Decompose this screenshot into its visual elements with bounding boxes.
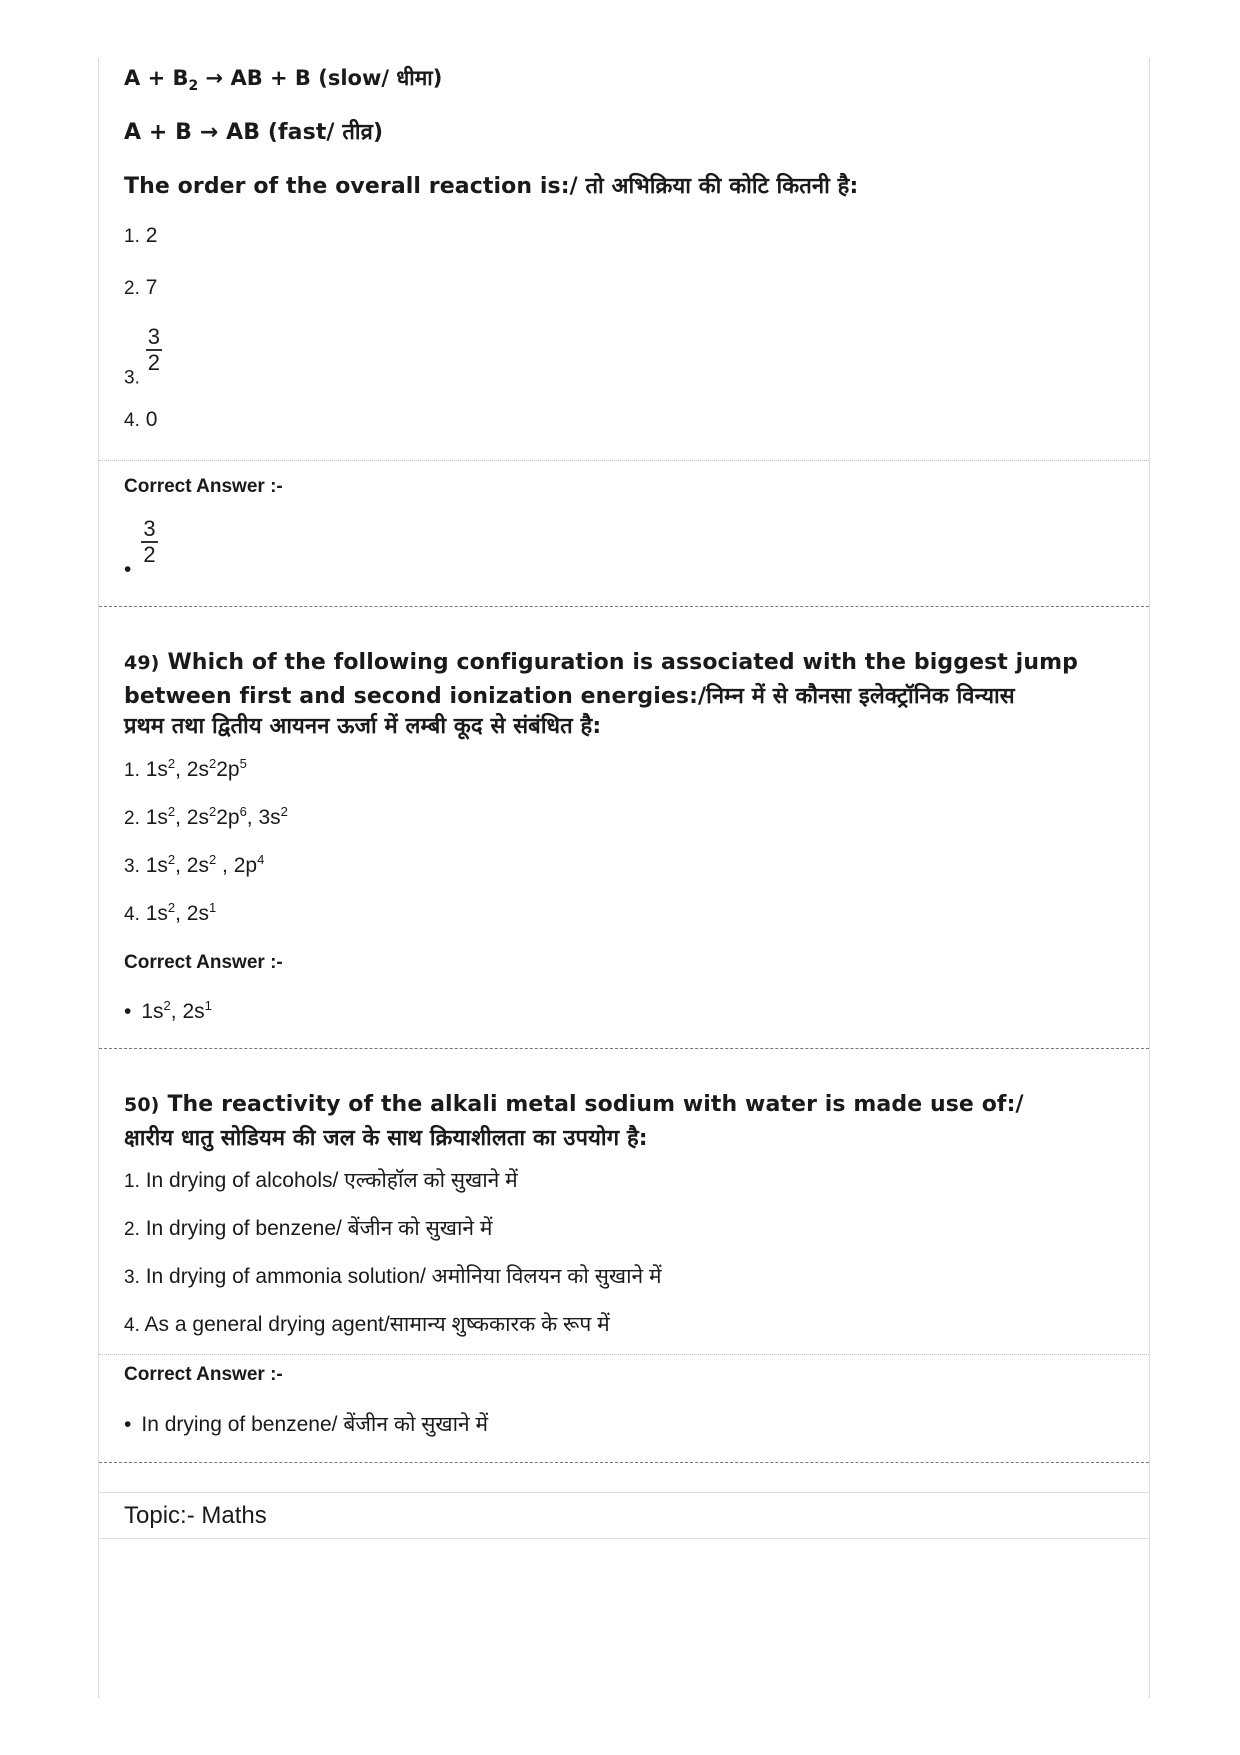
question-number: 50) [124,1094,160,1116]
step1-subscript: 2 [188,78,199,95]
q48-correct-answer-label: Correct Answer :- [124,476,283,497]
question-separator [99,1462,1149,1463]
q50-correct-answer-label: Correct Answer :- [124,1364,283,1385]
step1-rest: → AB + B (slow/ धीमा) [198,66,443,90]
q48-option-1: 1. 2 [124,224,158,247]
topic-heading: Topic:- Maths [124,1502,267,1529]
q49-option-4: 4. $1s^2$, $2s^1$ [124,900,217,925]
question-separator [99,606,1149,607]
q49-correct-answer: • $1s^2$, $2s^1$ [124,998,212,1023]
question-48-text: The order of the overall reaction is:/ तो अभिक्रिया की कोटि कितनी है: [124,174,859,199]
q48-option-2: 2. 7 [124,276,158,299]
q50-option-2: 2. In drying of benzene/ बेंजीन को सुखाने में [124,1217,493,1240]
question-number: 49) [124,652,160,674]
bullet-icon: • [124,557,132,581]
question-50-line-2: क्षारीय धातु सोडियम की जल के साथ क्रियाशीलता का उपयोग है: [124,1126,648,1151]
topic-bottom-border [99,1538,1149,1539]
q49-option-3: 3. $1s^2$, $2s^2$ , $2p^4$ [124,852,265,877]
q49-option-2: 2. $1s^2$, $2s^22p^6$, $3s^2$ [124,804,288,829]
reaction-step-2: A + B → AB (fast/ तीव्र) [124,120,384,145]
q48-option-3: 3. $\frac{3}{2}$ [124,324,160,389]
bullet-icon: • [124,1413,132,1436]
fraction: $\frac{3}{2}$ [147,324,160,375]
fraction: $\frac{3}{2}$ [143,516,156,567]
question-separator [99,1048,1149,1049]
bullet-icon: • [124,1000,132,1023]
q48-correct-answer [124,518,158,582]
reaction-step-1 [124,64,443,95]
question-50-line-1: 50) The reactivity of the alkali metal sodium with water is made use of:/ [124,1092,1024,1117]
question-49-line-1: 49) Which of the following configuration is associated with the biggest jump [124,650,1078,675]
q50-option-4: 4. As a general drying agent/सामान्य शुष्ककारक के रूप में [124,1313,610,1336]
question-49-line-3: प्रथम तथा द्वितीय आयनन ऊर्जा में लम्बी कूद से संबंधित है: [124,714,602,739]
q49-correct-answer-label: Correct Answer :- [124,952,283,973]
q48-option-4: 4. 0 [124,408,158,431]
q50-option-3: 3. In drying of ammonia solution/ अमोनिया विलयन को सुखाने में [124,1265,662,1288]
question-paper-page [98,58,1150,1698]
divider [99,1354,1149,1355]
q50-correct-answer: • In drying of benzene/ बेंजीन को सुखाने में [124,1413,489,1436]
question-49-line-2: between first and second ionization energies:/निम्न में से कौनसा इलेक्ट्रॉनिक विन्यास [124,684,1015,709]
q49-option-1: 1. $1s^2$, $2s^22p^5$ [124,756,247,781]
q50-option-1: 1. In drying of alcohols/ एल्कोहॉल को सुखाने में [124,1169,518,1192]
step1-lhs: A + B [124,66,189,90]
divider [99,460,1149,461]
topic-top-border [99,1492,1149,1493]
